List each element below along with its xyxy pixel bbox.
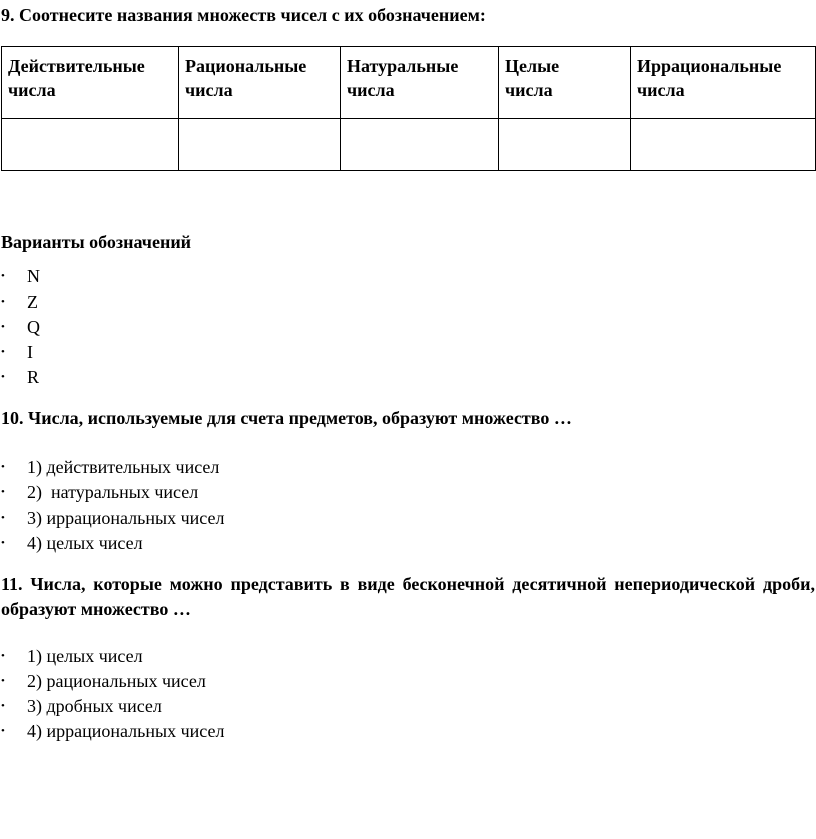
variant-z: Z [27,292,38,312]
answer-cell-rational[interactable] [179,119,341,171]
variant-q: Q [27,317,40,337]
bullet-icon: • [1,700,5,712]
variants-title: Варианты обозначений [1,232,192,252]
q11-option-3[interactable]: 3) дробных чисел [27,696,162,716]
header-real-numbers: Действительные числа [2,47,179,119]
q11-option-1[interactable]: 1) целых чисел [27,646,143,666]
bullet-icon: • [1,296,5,308]
header-natural-numbers: Натуральные числа [341,47,499,119]
q11-option-2[interactable]: 2) рациональных чисел [27,671,206,691]
bullet-icon: • [1,675,5,687]
answer-cell-irrational[interactable] [631,119,816,171]
answer-cell-real[interactable] [2,119,179,171]
bullet-icon: • [1,650,5,662]
bullet-icon: • [1,321,5,333]
table-header-row [2,47,816,119]
q10-option-1[interactable]: 1) действительных чисел [27,457,220,477]
bullet-icon: • [1,461,5,473]
header-integers: Целые числа [499,47,631,119]
q11-option-4[interactable]: 4) иррациональных чисел [27,721,225,741]
header-rational-numbers: Рациональные числа [179,47,341,119]
bullet-icon: • [1,371,5,383]
bullet-icon: • [1,270,5,282]
matching-table [1,46,816,171]
table-answer-row [2,119,816,171]
bullet-icon: • [1,512,5,524]
variant-n: N [27,266,40,286]
variant-r: R [27,367,40,387]
answer-cell-integers[interactable] [499,119,631,171]
bullet-icon: • [1,346,5,358]
question-10-title: 10. Числа, используемые для счета предметов, образуют множество … [1,408,572,428]
question-11-title: 11. Числа, которые можно представить в виде бесконечной десятичной непериодической дроби, образуют множество … [1,574,815,619]
bullet-icon: • [1,537,5,549]
q10-option-3[interactable]: 3) иррациональных чисел [27,508,225,528]
header-irrational-numbers: Иррациональные числа [631,47,816,119]
q10-option-2[interactable]: 2) натуральных чисел [27,482,199,502]
question-9-title: 9. Соотнесите названия множеств чисел с их обозначением: [1,5,486,25]
variant-i: I [27,342,33,362]
bullet-icon: • [1,486,5,498]
bullet-icon: • [1,725,5,737]
q10-option-4[interactable]: 4) целых чисел [27,533,143,553]
answer-cell-natural[interactable] [341,119,499,171]
